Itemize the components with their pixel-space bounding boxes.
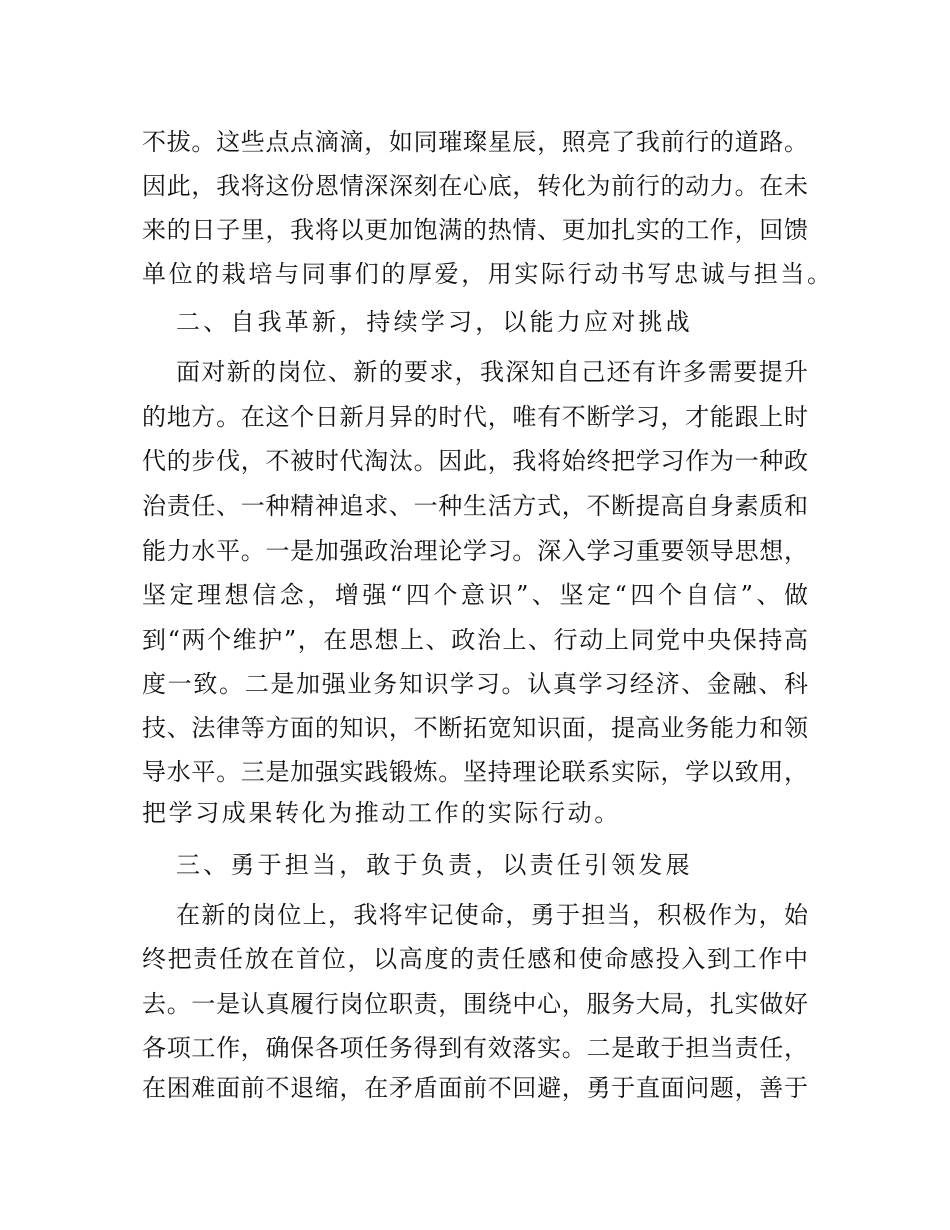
paragraph-line: 面对新的岗位、新的要求，我深知自己还有许多需要提升	[176, 358, 808, 386]
paragraph-line: 的地方。在这个日新月异的时代，唯有不断学习，才能跟上时	[142, 403, 808, 431]
paragraph-line: 技、法律等方面的知识，不断拓宽知识面，提高业务能力和领	[142, 714, 808, 742]
paragraph-line: 能力水平。一是加强政治理论学习。深入学习重要领导思想，	[142, 537, 808, 565]
paragraph-line: 代的步伐，不被时代淘汰。因此，我将始终把学习作为一种政	[142, 447, 808, 475]
paragraph-line: 因此，我将这份恩情深深刻在心底，转化为前行的动力。在未	[142, 172, 808, 200]
paragraph-line: 各项工作，确保各项任务得到有效落实。二是敢于担当责任，	[142, 1034, 808, 1062]
paragraph-line: 去。一是认真履行岗位职责，围绕中心，服务大局，扎实做好	[142, 990, 808, 1018]
paragraph-line: 来的日子里，我将以更加饱满的热情、更加扎实的工作，回馈	[142, 216, 808, 244]
paragraph-line: 不拔。这些点点滴滴，如同璀璨星辰，照亮了我前行的道路。	[142, 128, 808, 156]
paragraph-line: 度一致。二是加强业务知识学习。认真学习经济、金融、科	[142, 670, 808, 698]
paragraph-line: 在困难面前不退缩，在矛盾面前不回避，勇于直面问题，善于	[142, 1074, 808, 1102]
paragraph-line: 坚定理想信念，增强“四个意识”、坚定“四个自信”、做	[142, 581, 808, 609]
section-heading: 二、自我革新，持续学习，以能力应对挑战	[176, 308, 693, 336]
paragraph-line: 终把责任放在首位，以高度的责任感和使命感投入到工作中	[142, 945, 808, 973]
paragraph-line: 单位的栽培与同事们的厚爱，用实际行动书写忠诚与担当。	[142, 260, 834, 288]
paragraph-line: 治责任、一种精神追求、一种生活方式，不断提高自身素质和	[142, 492, 808, 520]
paragraph-line: 在新的岗位上，我将牢记使命，勇于担当，积极作为，始	[176, 901, 808, 929]
paragraph-line: 把学习成果转化为推动工作的实际行动。	[142, 799, 621, 827]
section-heading: 三、勇于担当，敢于负责，以责任引领发展	[176, 851, 693, 879]
paragraph-line: 导水平。三是加强实践锻炼。坚持理论联系实际，学以致用，	[142, 758, 808, 786]
paragraph-line: 到“两个维护”，在思想上、政治上、行动上同党中央保持高	[142, 626, 808, 654]
